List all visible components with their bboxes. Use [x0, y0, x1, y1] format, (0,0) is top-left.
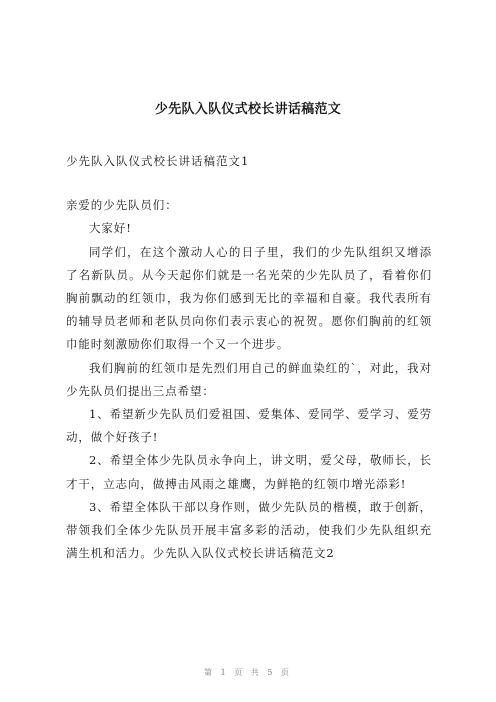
salutation: 亲爱的少先队员们： — [66, 198, 178, 213]
hope-item-3: 3、希望全体队干部以身作则，做少先队员的楷模，敢于创新，带领我们全体少先队员开展丰富多彩的活动，使我们少先队组织充满生机和活力。少先队入队仪式校长讲话稿范文2 — [66, 499, 433, 561]
body-paragraph: 我们胸前的红领巾是先烈们用自己的鲜血染红的`，对此，我对少先队员们提出三点希望： — [66, 360, 432, 398]
hope-item-1: 1、希望新少先队员们爱祖国、爱集体、爱同学、爱学习、爱劳动，做个好孩子! — [66, 407, 433, 445]
page-number: 第 1 页 共 5 页 — [204, 668, 292, 677]
hope-item-2: 2、希望全体少先队员永争向上，讲文明，爱父母，敬师长，长才干，立志向，做搏击风雨之雄鹰，为鲜艳的红领巾增光添彩! — [66, 453, 433, 491]
greeting: 大家好! — [89, 221, 132, 236]
body-paragraph: 同学们，在这个激动人心的日子里，我们的少先队组织又增添了名新队员。从今天起你们就是一名光荣的少先队员了，看着你们胸前飘动的红领巾，我为你们感到无比的幸福和自豪。我代表所有的辅导员老师和老队员向你们表示衷心的祝贺。愿你们胸前的红领巾能时刻激励你们取得一个又一个进步。 — [66, 244, 432, 352]
document-title: 少先队入队仪式校长讲话稿范文 — [154, 102, 342, 117]
section-heading: 少先队入队仪式校长讲话稿范文1 — [66, 154, 250, 168]
document-body — [66, 150, 432, 565]
